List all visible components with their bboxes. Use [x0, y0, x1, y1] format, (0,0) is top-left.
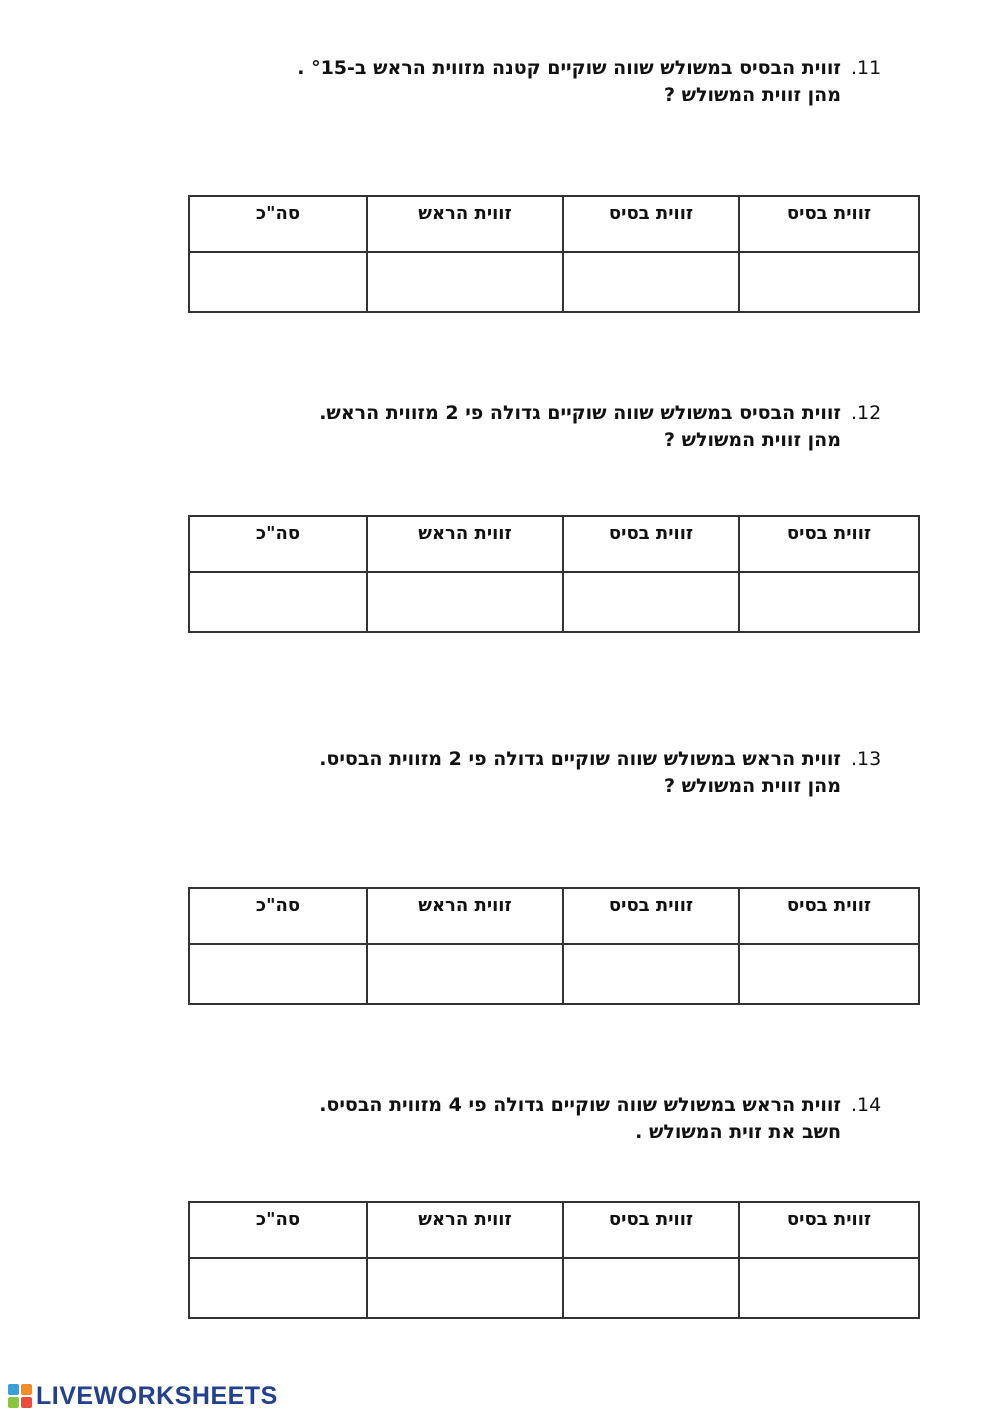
- liveworksheets-logo-icon: [8, 1384, 32, 1408]
- question-number: .12: [851, 402, 882, 424]
- question-subtext: מהן זווית המשולש ?: [663, 429, 841, 451]
- answer-cell[interactable]: [189, 944, 367, 1004]
- header-total: סה"כ: [189, 516, 367, 572]
- header-total: סה"כ: [189, 888, 367, 944]
- header-base-angle: זווית בסיס: [563, 516, 739, 572]
- header-base-angle: זווית בסיס: [739, 888, 919, 944]
- answer-cell[interactable]: [367, 1258, 563, 1318]
- answer-cell[interactable]: [367, 572, 563, 632]
- question-13: [135, 746, 895, 800]
- brand-name: LIVEWORKSHEETS: [36, 1381, 278, 1410]
- answer-cell[interactable]: [739, 944, 919, 1004]
- header-base-angle: זווית בסיס: [739, 516, 919, 572]
- header-base-angle: זווית בסיס: [739, 196, 919, 252]
- question-number: .11: [851, 57, 882, 79]
- question-subtext: מהן זווית המשולש ?: [663, 84, 841, 106]
- answer-cell[interactable]: [563, 944, 739, 1004]
- answer-cell[interactable]: [739, 572, 919, 632]
- question-12: [135, 400, 895, 454]
- header-apex-angle: זווית הראש: [367, 516, 563, 572]
- question-11: [135, 55, 895, 109]
- question-text: זווית הבסיס במשולש שווה שוקיים קטנה מזווית הראש ב-°15 .: [297, 57, 841, 79]
- logo-square: [21, 1384, 32, 1395]
- header-base-angle: זווית בסיס: [563, 196, 739, 252]
- header-apex-angle: זווית הראש: [367, 1202, 563, 1258]
- question-subtext: חשב את זוית המשולש .: [635, 1121, 841, 1143]
- header-apex-angle: זווית הראש: [367, 888, 563, 944]
- header-base-angle: זווית בסיס: [563, 1202, 739, 1258]
- question-number: .13: [851, 748, 882, 770]
- header-base-angle: זווית בסיס: [739, 1202, 919, 1258]
- question-14: [135, 1092, 895, 1146]
- answer-cell[interactable]: [189, 572, 367, 632]
- header-total: סה"כ: [189, 196, 367, 252]
- header-base-angle: זווית בסיס: [563, 888, 739, 944]
- answer-cell[interactable]: [189, 1258, 367, 1318]
- answer-cell[interactable]: [563, 1258, 739, 1318]
- answer-table-12: [188, 515, 920, 633]
- answer-table-11: [188, 195, 920, 313]
- answer-table-14: [188, 1201, 920, 1319]
- footer-brand[interactable]: [8, 1380, 278, 1412]
- question-text: זווית הראש במשולש שווה שוקיים גדולה פי 4 מזווית הבסיס.: [319, 1094, 841, 1116]
- answer-cell[interactable]: [739, 252, 919, 312]
- answer-cell[interactable]: [367, 944, 563, 1004]
- answer-cell[interactable]: [739, 1258, 919, 1318]
- header-total: סה"כ: [189, 1202, 367, 1258]
- answer-cell[interactable]: [367, 252, 563, 312]
- header-apex-angle: זווית הראש: [367, 196, 563, 252]
- logo-square: [8, 1384, 19, 1395]
- answer-table-13: [188, 887, 920, 1005]
- answer-cell[interactable]: [563, 252, 739, 312]
- question-subtext: מהן זווית המשולש ?: [663, 775, 841, 797]
- question-number: .14: [851, 1094, 882, 1116]
- question-text: זווית הראש במשולש שווה שוקיים גדולה פי 2 מזווית הבסיס.: [319, 748, 841, 770]
- logo-square: [8, 1397, 19, 1408]
- answer-cell[interactable]: [563, 572, 739, 632]
- question-text: זווית הבסיס במשולש שווה שוקיים גדולה פי 2 מזווית הראש.: [319, 402, 841, 424]
- logo-square: [21, 1397, 32, 1408]
- answer-cell[interactable]: [189, 252, 367, 312]
